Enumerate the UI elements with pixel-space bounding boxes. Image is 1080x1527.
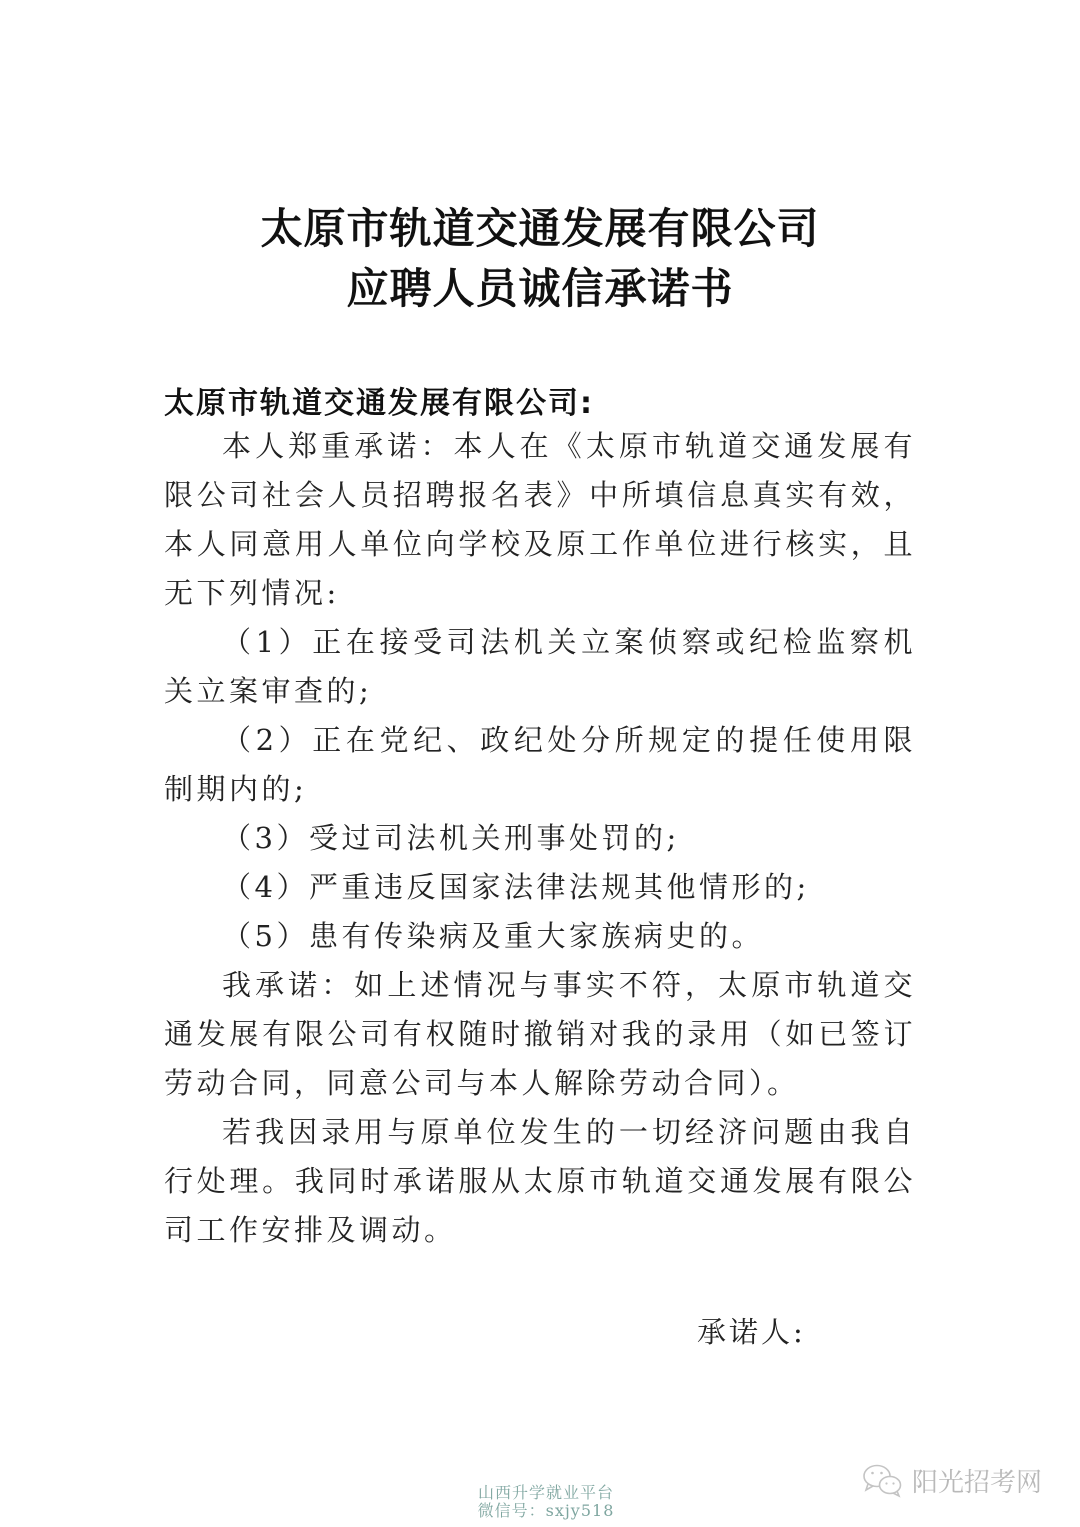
signature-label: 承诺人: bbox=[697, 1315, 806, 1349]
document-body bbox=[164, 422, 916, 1255]
paragraph-item-5: （5）患有传染病及重大家族病史的。 bbox=[222, 919, 764, 953]
document-title-line1: 太原市轨道交通发展有限公司 bbox=[260, 204, 820, 253]
paragraph-item-1: （1）正在接受司法机关立案侦察或纪检监察机关立案审查的; bbox=[164, 625, 916, 708]
wechat-icon bbox=[862, 1463, 904, 1499]
watermark-wechat-id: 微信号：sxjy518 bbox=[477, 1501, 615, 1520]
document-title-line2: 应聘人员诚信承诺书 bbox=[346, 264, 734, 313]
paragraph-item-3: （3）受过司法机关刑事处罚的; bbox=[222, 821, 680, 855]
watermark-platform bbox=[446, 1484, 646, 1520]
paragraph-pledge-intro: 本人郑重承诺：本人在《太原市轨道交通发展有限公司社会人员招聘报名表》中所填信息真实有效，本人同意用人单位向学校及原工作单位进行核实，且无下列情况: bbox=[164, 429, 916, 610]
paragraph-item-2: （2）正在党纪、政纪处分所规定的提任使用限制期内的; bbox=[164, 723, 916, 806]
watermark-site-name: 阳光招考网 bbox=[912, 1468, 1043, 1498]
paragraph-economic-issues: 若我因录用与原单位发生的一切经济问题由我自行处理。我同时承诺服从太原市轨道交通发展有限公司工作安排及调动。 bbox=[164, 1115, 916, 1247]
addressee: 太原市轨道交通发展有限公司: bbox=[164, 386, 594, 421]
watermark-site bbox=[862, 1462, 1042, 1499]
watermark-platform-name: 山西升学就业平台 bbox=[477, 1483, 614, 1502]
paragraph-item-4: （4）严重违反国家法律法规其他情形的; bbox=[222, 870, 810, 904]
paragraph-commitment: 我承诺：如上述情况与事实不符，太原市轨道交通发展有限公司有权随时撤销对我的录用（如已签订劳动合同，同意公司与本人解除劳动合同）。 bbox=[164, 968, 916, 1100]
